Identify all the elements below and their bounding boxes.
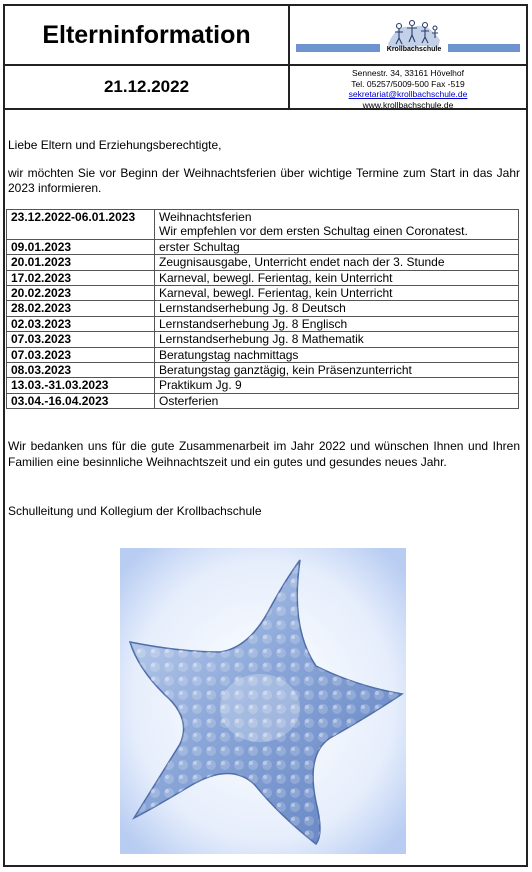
school-logo-icon [382, 14, 446, 60]
greeting-text: Liebe Eltern und Erziehungsberechtigte, [8, 138, 222, 152]
schedule-date: 03.04.-16.04.2023 [7, 393, 155, 408]
website-text: www.krollbachschule.de [362, 99, 454, 110]
schedule-row [7, 393, 519, 408]
schedule-row [7, 378, 519, 393]
schedule-event [155, 332, 519, 347]
schedule-event-text: Karneval, bewegl. Ferientag, kein Unterricht [159, 270, 393, 285]
schedule-event [155, 378, 519, 393]
letterhead [5, 6, 526, 110]
school-logo-area [290, 6, 526, 64]
schedule-event [155, 347, 519, 362]
contact-block [290, 68, 526, 110]
schedule-event [155, 316, 519, 331]
schedule-row [7, 210, 519, 240]
schedule-row [7, 332, 519, 347]
schedule-row [7, 255, 519, 270]
schedule-event-text: Zeugnisausgabe, Unterricht endet nach der 3. Stunde [159, 255, 445, 270]
schedule-row [7, 270, 519, 285]
schedule-row [7, 316, 519, 331]
schedule-event-text: Osterferien [159, 393, 219, 408]
schedule-event [155, 210, 519, 240]
schedule-date: 20.01.2023 [7, 255, 155, 270]
logo-text: Krollbachschule [386, 46, 442, 53]
signature-text: Schulleitung und Kollegium der Krollbachschule [8, 504, 262, 518]
document-title: Elterninformation [42, 20, 251, 49]
schedule-event [155, 286, 519, 301]
schedule-date: 02.03.2023 [7, 316, 155, 331]
schedule-row [7, 363, 519, 378]
schedule-date: 07.03.2023 [7, 347, 155, 362]
schedule-event-note: Wir empfehlen vor dem ersten Schultag einen Coronatest. [159, 224, 468, 239]
silver-star-image [120, 548, 406, 854]
schedule-date: 28.02.2023 [7, 301, 155, 316]
schedule-row [7, 301, 519, 316]
document-date: 21.12.2022 [103, 77, 190, 96]
schedule-event [155, 255, 519, 270]
phone-text: Tel. 05257/5009-500 Fax -519 [351, 78, 465, 89]
schedule-date: 20.02.2023 [7, 286, 155, 301]
schedule-row [7, 239, 519, 254]
schedule-event-text: erster Schultag [159, 239, 240, 254]
closing-text: Wir bedanken uns für die gute Zusammenarbeit im Jahr 2022 und wünschen Ihnen und Ihren Familien eine besinnliche Weihnachtszeit und ein gutes und gesundes neues Jahr. [8, 439, 520, 469]
schedule-event-text: Beratungstag nachmittags [159, 347, 299, 362]
schedule-event [155, 270, 519, 285]
schedule-event [155, 363, 519, 378]
logo-bar-left [296, 44, 380, 52]
schedule-event-text: Beratungstag ganztägig, kein Präsenzunterricht [159, 363, 412, 378]
schedule-event-text: Praktikum Jg. 9 [159, 378, 242, 393]
schedule-date: 13.03.-31.03.2023 [7, 378, 155, 393]
schedule-event [155, 239, 519, 254]
schedule-event [155, 301, 519, 316]
email-link[interactable]: sekretariat@krollbachschule.de [348, 89, 468, 99]
schedule-date: 23.12.2022-06.01.2023 [7, 210, 155, 240]
schedule-event-text: Karneval, bewegl. Ferientag, kein Unterricht [159, 286, 393, 301]
schedule-date: 09.01.2023 [7, 239, 155, 254]
intro-text: wir möchten Sie vor Beginn der Weihnachtsferien über wichtige Termine zum Start in das Jahr 2023 informieren. [8, 166, 520, 195]
address-text: Sennestr. 34, 33161 Hövelhof [352, 68, 464, 78]
logo-bar-right [448, 44, 520, 52]
schedule-event-text: Lernstandserhebung Jg. 8 Deutsch [159, 301, 346, 316]
schedule-row [7, 286, 519, 301]
schedule-date: 08.03.2023 [7, 363, 155, 378]
schedule-event-text: Weihnachtsferien [159, 210, 252, 224]
schedule-date: 17.02.2023 [7, 270, 155, 285]
schedule-row [7, 347, 519, 362]
schedule-event-text: Lernstandserhebung Jg. 8 Mathematik [159, 332, 364, 347]
schedule-table [6, 209, 519, 409]
schedule-event [155, 393, 519, 408]
schedule-date: 07.03.2023 [7, 332, 155, 347]
schedule-event-text: Lernstandserhebung Jg. 8 Englisch [159, 316, 348, 331]
